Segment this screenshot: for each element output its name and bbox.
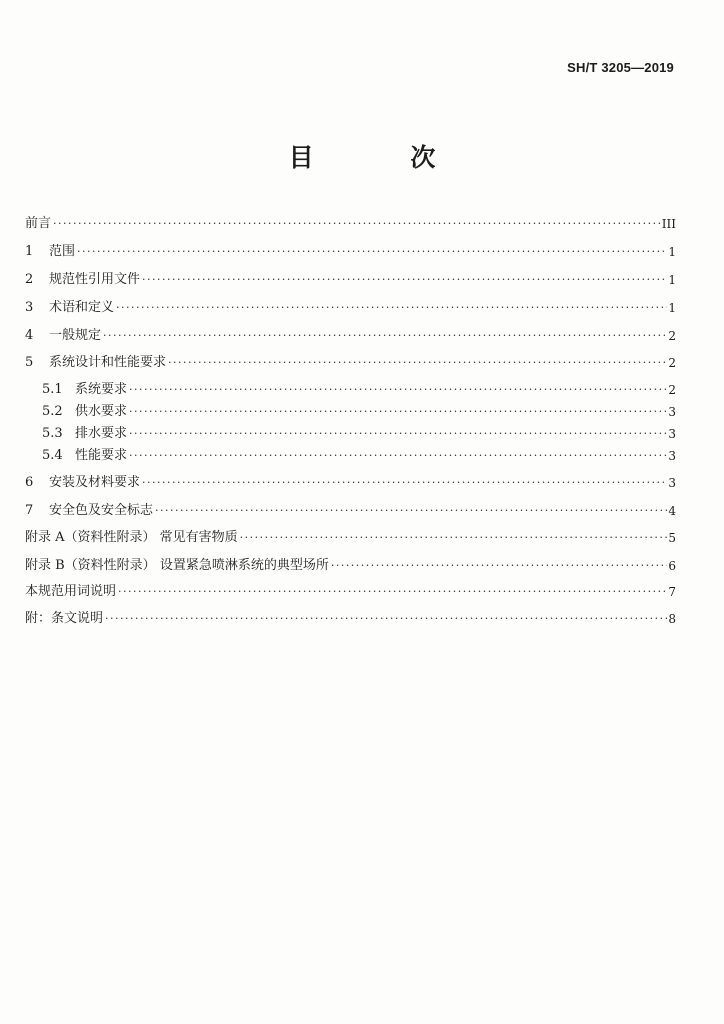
toc-entry-page: III — [661, 217, 676, 231]
leader-dots — [142, 270, 667, 290]
toc-entry-label: 规范性引用文件 — [49, 272, 141, 287]
toc-entry-label: 前言 — [25, 216, 52, 231]
toc-entry-5-3[interactable] — [42, 424, 676, 444]
toc-entry-number: 5.4 — [42, 448, 63, 463]
toc-entry-label: 附：条文说明 — [25, 611, 104, 626]
toc-entry-wording-explanation[interactable] — [25, 582, 676, 602]
leader-dots — [116, 298, 667, 318]
toc-entry-label: 附录 B（资料性附录） 设置紧急喷淋系统的典型场所 — [25, 558, 329, 573]
toc-entry-page: 7 — [668, 585, 676, 599]
leader-dots — [331, 556, 668, 576]
toc-entry-3[interactable] — [25, 298, 676, 318]
leader-dots — [142, 473, 667, 493]
toc-entry-page: 2 — [668, 329, 676, 343]
leader-dots — [240, 528, 668, 548]
leader-dots — [129, 380, 667, 400]
toc-entry-appendix-b[interactable] — [25, 556, 676, 576]
toc-entry-foreword[interactable] — [25, 214, 676, 234]
toc-entry-2[interactable] — [25, 270, 676, 290]
toc-entry-page: 8 — [668, 612, 676, 626]
toc-entry-label: 供水要求 — [75, 404, 128, 419]
toc-entry-label: 系统要求 — [75, 382, 128, 397]
toc-entry-page: 3 — [668, 427, 676, 441]
toc-entry-page: 6 — [668, 559, 676, 573]
toc-entry-4[interactable] — [25, 326, 676, 346]
toc-entry-label: 性能要求 — [75, 448, 128, 463]
toc-entry-page: 3 — [668, 449, 676, 463]
leader-dots — [168, 353, 667, 373]
leader-dots — [105, 609, 667, 629]
toc-entry-7[interactable] — [25, 501, 676, 521]
leader-dots — [103, 326, 667, 346]
leader-dots — [77, 242, 667, 262]
toc-entry-page: 1 — [668, 273, 676, 287]
toc-entry-label: 范围 — [49, 244, 76, 259]
toc-entry-page: 3 — [668, 476, 676, 490]
toc-entry-label: 一般规定 — [49, 328, 102, 343]
toc-entry-number: 5.3 — [42, 426, 63, 441]
toc-entry-appendix-a[interactable] — [25, 528, 676, 548]
toc-entry-label: 系统设计和性能要求 — [49, 355, 167, 370]
toc-entry-5[interactable] — [25, 353, 676, 373]
toc-entry-label: 安全色及安全标志 — [49, 503, 154, 518]
toc-entry-number: 5.1 — [42, 382, 63, 397]
leader-dots — [129, 402, 667, 422]
toc-entry-page: 2 — [668, 383, 676, 397]
toc-entry-page: 1 — [668, 245, 676, 259]
toc-entry-5-4[interactable] — [42, 446, 676, 466]
toc-entry-label: 排水要求 — [75, 426, 128, 441]
toc-entry-number: 2 — [25, 272, 34, 287]
toc-entry-number: 1 — [25, 244, 34, 259]
document-code: SH/T 3205—2019 — [567, 60, 674, 75]
toc-entry-label: 本规范用词说明 — [25, 584, 117, 599]
toc-entry-page: 1 — [668, 301, 676, 315]
toc-entry-clause-explanation[interactable] — [25, 609, 676, 629]
toc-entry-number: 6 — [25, 475, 34, 490]
toc-entry-page: 2 — [668, 356, 676, 370]
toc-entry-page: 4 — [668, 504, 676, 518]
toc-entry-1[interactable] — [25, 242, 676, 262]
leader-dots — [129, 424, 667, 444]
leader-dots — [129, 446, 667, 466]
leader-dots — [53, 214, 661, 234]
leader-dots — [155, 501, 667, 521]
toc-entry-page: 3 — [668, 405, 676, 419]
toc-entry-label: 术语和定义 — [49, 300, 115, 315]
toc-entry-label: 安装及材料要求 — [49, 475, 141, 490]
toc-entry-number: 5.2 — [42, 404, 63, 419]
toc-entry-number: 5 — [25, 355, 34, 370]
toc-entry-number: 4 — [25, 328, 34, 343]
toc-entry-page: 5 — [668, 531, 676, 545]
toc-entry-number: 3 — [25, 300, 34, 315]
toc-entry-number: 7 — [25, 503, 34, 518]
toc-entry-6[interactable] — [25, 473, 676, 493]
leader-dots — [118, 582, 667, 602]
toc-title: 目 次 — [288, 143, 480, 172]
toc-entry-label: 附录 A（资料性附录） 常见有害物质 — [25, 530, 238, 545]
toc-entry-5-1[interactable] — [42, 380, 676, 400]
toc-entry-5-2[interactable] — [42, 402, 676, 422]
